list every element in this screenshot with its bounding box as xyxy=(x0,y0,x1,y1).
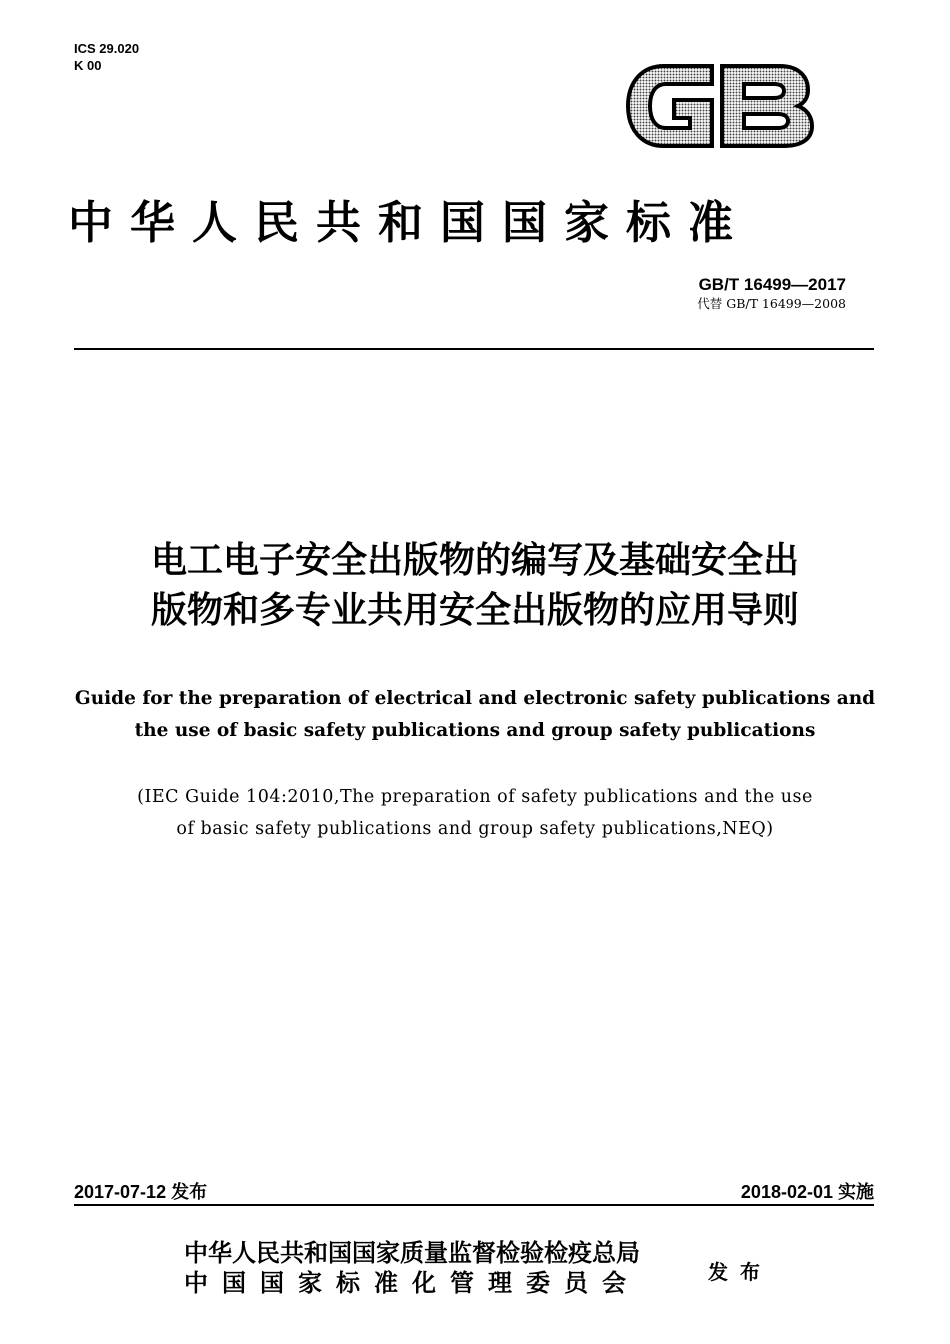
issuer-aqsiq: 中华人民共和国国家质量监督检验检疫总局 xyxy=(184,1239,640,1267)
iec-reference xyxy=(60,781,890,845)
iec-reference-line: of basic safety publications and group safety publications,NEQ) xyxy=(176,819,774,839)
bottom-divider xyxy=(74,1204,874,1206)
issuing-authorities xyxy=(184,1238,640,1298)
iec-reference-line: (IEC Guide 104:2010,The preparation of safety publications and the use xyxy=(137,787,813,807)
ccs-code: K 00 xyxy=(74,58,102,73)
english-title xyxy=(60,683,890,747)
english-title-line: Guide for the preparation of electrical and electronic safety publications and xyxy=(74,688,876,709)
chinese-title-line: 版物和多专业共用安全出版物的应用导则 xyxy=(150,590,799,631)
chinese-title-line: 电工电子安全出版物的编写及基础安全出 xyxy=(150,540,799,581)
replaces-standard: 代替 GB/T 16499—2008 xyxy=(697,296,846,311)
classification-codes xyxy=(74,40,139,74)
chinese-title xyxy=(60,536,890,636)
gb-logo xyxy=(624,58,816,154)
issuer-sac: 中国国家标准化管理委员会 xyxy=(184,1269,640,1297)
issue-date: 2017-07-12 发布 xyxy=(74,1182,208,1202)
standard-code: GB/T 16499—2017 xyxy=(698,275,846,294)
top-divider xyxy=(74,348,874,350)
standard-number-block xyxy=(697,274,846,312)
english-title-line: the use of basic safety publications and group safety publications xyxy=(134,720,816,741)
national-standard-heading: 中华人民共和国国家标准 xyxy=(68,196,751,249)
ics-code: ICS 29.020 xyxy=(74,41,140,56)
publish-label: 发布 xyxy=(708,1260,772,1284)
implementation-date: 2018-02-01 实施 xyxy=(740,1182,874,1202)
